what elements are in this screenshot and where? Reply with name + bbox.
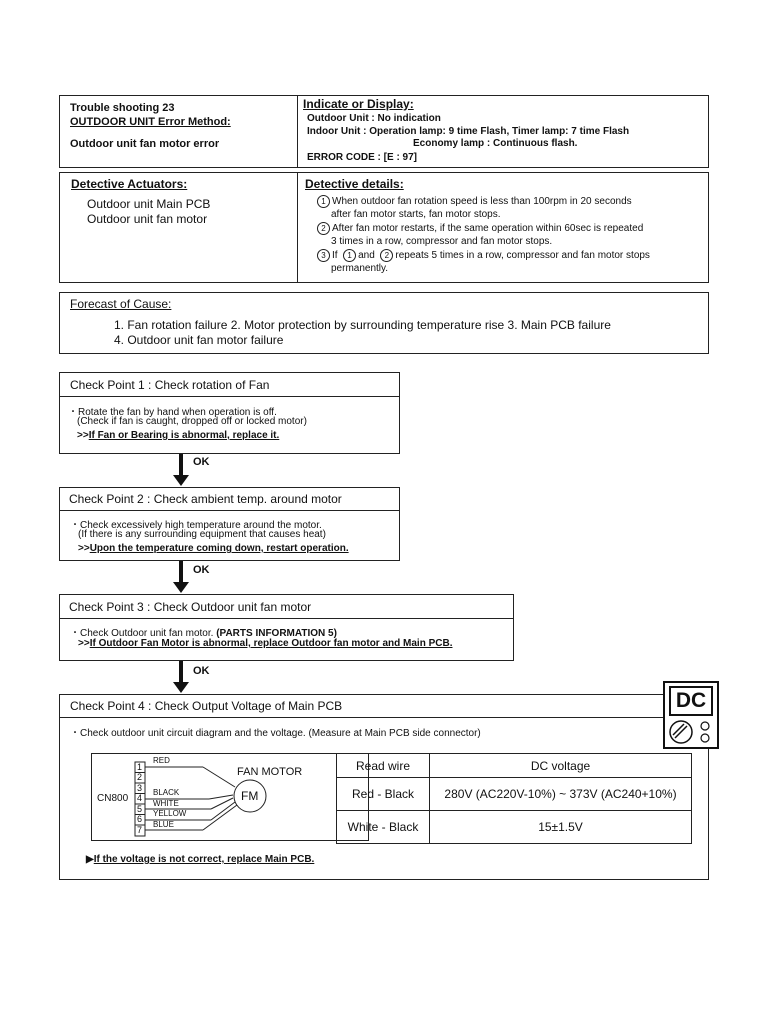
detective-box — [59, 172, 709, 283]
action-prefix: >> — [77, 430, 89, 441]
dc-meter-display — [669, 686, 713, 716]
connector-label: CN800 — [97, 793, 129, 804]
wire-red: RED — [153, 756, 170, 765]
detail-3-if: If — [332, 250, 338, 262]
fm-label: FM — [241, 789, 259, 803]
table-cell: 15±1.5V — [430, 811, 692, 844]
economy-lamp-indication: Economy lamp : Continuous flash. — [413, 138, 578, 149]
dc-meter-dial — [665, 717, 717, 747]
check-point-1-line-1: ・Rotate the fan by hand when operation is off. — [68, 407, 277, 418]
fan-motor-diagram — [91, 753, 369, 841]
check-point-4-line-1: ・Check outdoor unit circuit diagram and the voltage. (Measure at Main PCB side connector) — [70, 728, 481, 739]
check-point-3-action-text: If Outdoor Fan Motor is abnormal, replace Outdoor fan motor and Main PCB. — [89, 638, 453, 649]
table-cell: White - Black — [337, 811, 430, 844]
table-row — [337, 811, 692, 844]
ok-label-1: OK — [193, 456, 210, 468]
table-header: DC voltage — [430, 754, 692, 778]
pin-2: 2 — [137, 772, 143, 782]
table-cell: Red - Black — [337, 778, 430, 811]
detail-1-line-2: after fan motor starts, fan motor stops. — [331, 209, 501, 220]
detail-2-number: 2 — [317, 222, 330, 235]
check-point-3-title: Check Point 3 : Check Outdoor unit fan motor — [69, 600, 312, 614]
forecast-line-1: 1. Fan rotation failure 2. Motor protection by surrounding temperature rise 3. Main PCB failure — [114, 318, 611, 332]
detail-3-ref-1: 1 — [343, 249, 356, 262]
forecast-line-2: 4. Outdoor unit fan motor failure — [114, 333, 284, 347]
check-point-3-action — [78, 638, 452, 649]
pin-5: 5 — [137, 804, 143, 814]
detail-2-line-1 — [317, 222, 643, 235]
pin-4: 4 — [137, 793, 143, 803]
table-header: Read wire — [337, 754, 430, 778]
error-method-label: OUTDOOR UNIT Error Method: — [70, 116, 231, 128]
check-point-2-line-1: ・Check excessively high temperature around the motor. — [70, 520, 322, 531]
detail-3-and: and — [358, 250, 375, 262]
action-prefix: >> — [78, 543, 90, 554]
detail-3-line-1 — [317, 249, 650, 262]
check-point-1-action — [77, 430, 279, 441]
details-title: Detective details: — [305, 177, 404, 191]
check-point-1 — [59, 372, 400, 454]
detail-3-text: repeats 5 times in a row, compressor and fan motor stops — [395, 250, 650, 262]
detail-1-line-1 — [317, 195, 632, 208]
error-code: ERROR CODE : [E : 97] — [307, 152, 418, 163]
check-point-4-action-text: If the voltage is not correct, replace Main PCB. — [93, 854, 315, 865]
check-point-2-action-text: Upon the temperature coming down, restart operation. — [89, 543, 349, 554]
check-point-1-line-2: (Check if fan is caught, dropped off or locked motor) — [77, 416, 307, 427]
outdoor-unit-indication: Outdoor Unit : No indication — [307, 113, 441, 124]
table-header-row — [337, 754, 692, 778]
detail-1-number: 1 — [317, 195, 330, 208]
dc-label: DC — [675, 689, 707, 712]
check-point-1-title: Check Point 1 : Check rotation of Fan — [70, 378, 270, 392]
indicate-title: Indicate or Display: — [303, 97, 414, 111]
flow-arrow-3 — [179, 661, 183, 683]
wiring-diagram-svg — [91, 753, 369, 841]
check-point-3-line-1-text: ・Check Outdoor unit fan motor. — [70, 628, 214, 639]
check-point-4-title: Check Point 4 : Check Output Voltage of Main PCB — [70, 699, 343, 713]
detail-1-text: When outdoor fan rotation speed is less than 100rpm in 20 seconds — [332, 196, 632, 208]
header-box — [59, 95, 709, 168]
detail-3-number: 3 — [317, 249, 330, 262]
wire-yellow: YELLOW — [153, 809, 187, 818]
table-row — [337, 778, 692, 811]
check-point-2-action — [78, 543, 349, 554]
wire-black: BLACK — [153, 788, 180, 797]
pin-1: 1 — [137, 762, 143, 772]
detail-3-ref-2: 2 — [380, 249, 393, 262]
check-point-1-action-text: If Fan or Bearing is abnormal, replace it. — [88, 430, 280, 441]
action-prefix: >> — [78, 638, 90, 649]
error-name: Outdoor unit fan motor error — [70, 138, 220, 150]
check-point-2 — [59, 487, 400, 561]
check-point-4-action — [86, 854, 314, 865]
indoor-unit-indication: Indoor Unit : Operation lamp: 9 time Flash, Timer lamp: 7 time Flash — [307, 126, 630, 137]
check-point-4 — [59, 694, 709, 880]
actuator-item: Outdoor unit Main PCB — [87, 197, 211, 211]
parts-information-ref: (PARTS INFORMATION 5) — [216, 628, 337, 639]
detail-2-text: After fan motor restarts, if the same operation within 60sec is repeated — [332, 223, 644, 235]
pin-6: 6 — [137, 814, 143, 824]
table-cell: 280V (AC220V-10%) ~ 373V (AC240+10%) — [430, 778, 692, 811]
wire-blue: BLUE — [153, 820, 174, 829]
troubleshooting-title: Trouble shooting 23 — [70, 102, 175, 114]
pin-7: 7 — [137, 825, 143, 835]
actuator-item: Outdoor unit fan motor — [87, 212, 208, 226]
triangle-marker-icon: ▶ — [86, 854, 94, 865]
check-point-3-line-1 — [70, 624, 337, 639]
ok-label-2: OK — [193, 564, 210, 576]
ok-label-3: OK — [193, 665, 210, 677]
check-point-2-line-2: (If there is any surrounding equipment that causes heat) — [78, 529, 326, 540]
flow-arrow-2 — [179, 561, 183, 583]
fan-motor-label: FAN MOTOR — [237, 766, 303, 778]
wire-white: WHITE — [153, 799, 179, 808]
forecast-box — [59, 292, 709, 354]
flow-arrow-1 — [179, 454, 183, 476]
detail-2-line-2: 3 times in a row, compressor and fan motor stops. — [331, 236, 553, 247]
check-point-3 — [59, 594, 514, 661]
voltage-table — [336, 753, 692, 844]
pin-3: 3 — [137, 783, 143, 793]
forecast-title: Forecast of Cause: — [70, 297, 172, 311]
check-point-2-title: Check Point 2 : Check ambient temp. around motor — [69, 492, 342, 506]
actuators-title: Detective Actuators: — [71, 177, 188, 191]
detail-3-line-2: permanently. — [331, 263, 389, 274]
dc-meter-icon — [663, 681, 719, 749]
